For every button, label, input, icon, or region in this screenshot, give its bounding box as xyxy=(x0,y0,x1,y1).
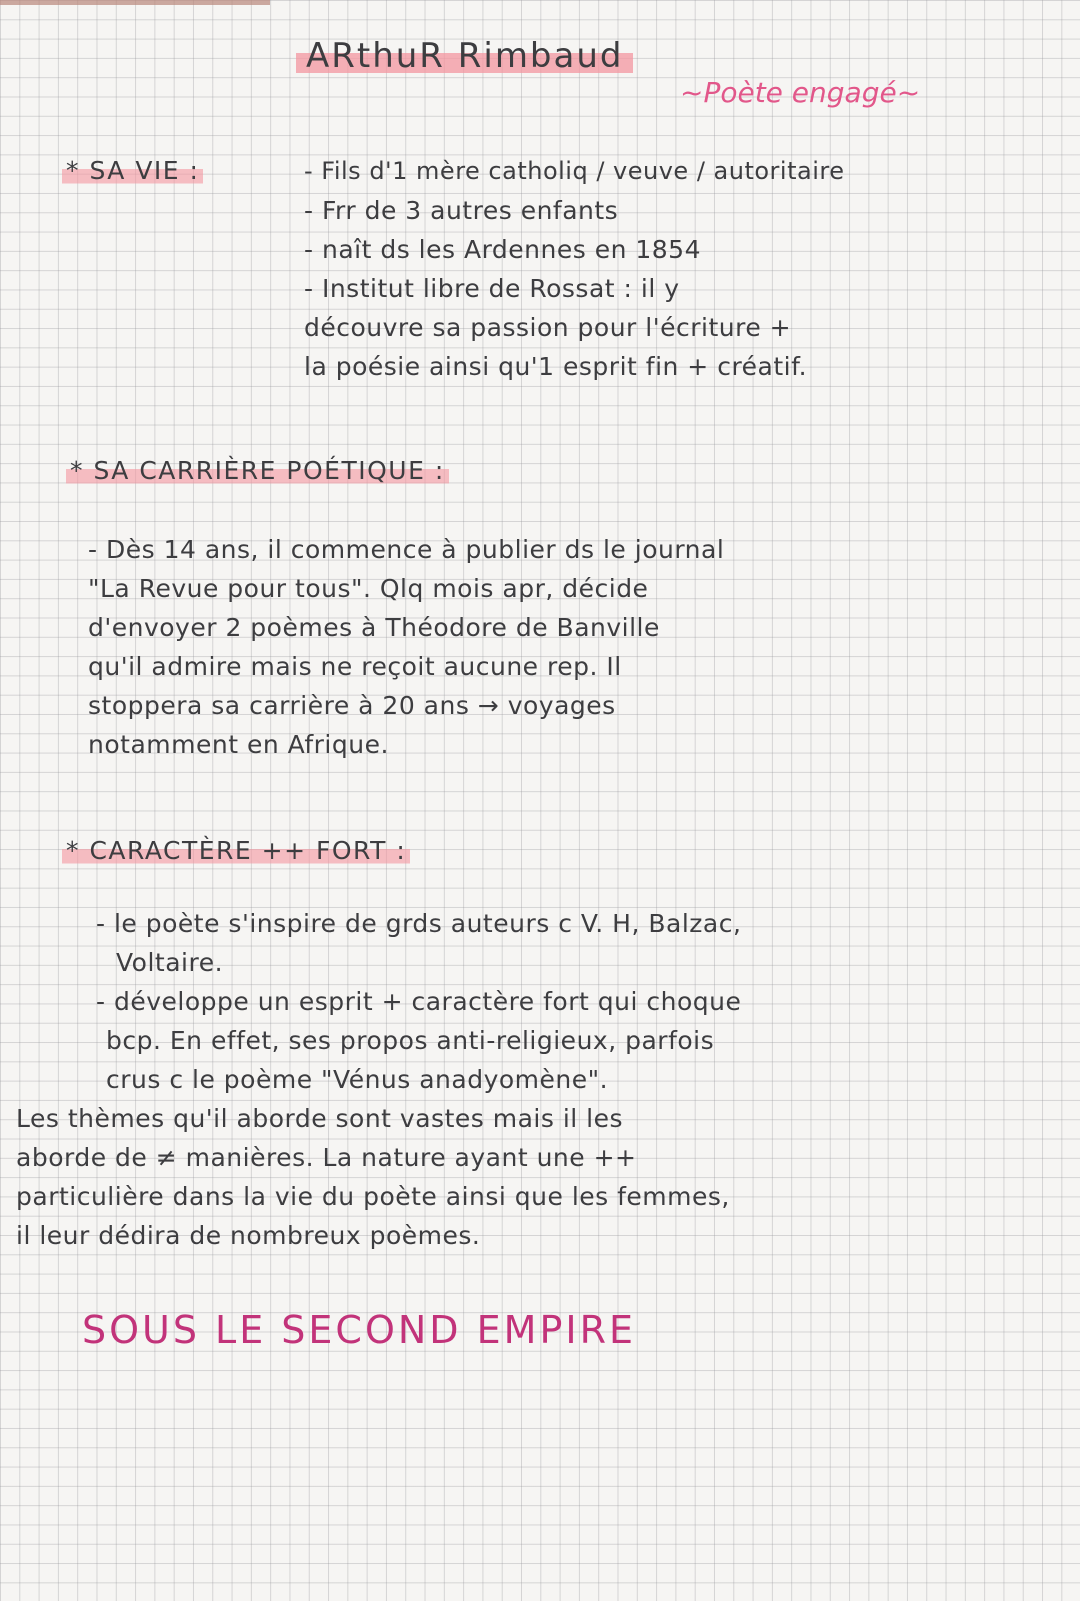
section-carriere-body xyxy=(88,530,724,764)
vie-line-1: - Fils d'1 mère catholiq / veuve / autoritaire xyxy=(304,157,845,185)
subtitle: ~Poète engagé~ xyxy=(680,76,921,109)
carriere-line-2: "La Revue pour tous". Qlq mois apr, décide xyxy=(88,574,649,603)
section-heading-carriere xyxy=(66,456,449,485)
caractere-line-7: aborde de ≠ manières. La nature ayant une ++ xyxy=(16,1143,637,1172)
caractere-line-1: - le poète s'inspire de grds auteurs c V. H, Balzac, xyxy=(96,909,742,938)
caractere-line-5: crus c le poème "Vénus anadyomène". xyxy=(106,1065,609,1094)
section-heading-vie xyxy=(62,156,203,185)
caractere-line-3: - développe un esprit + caractère fort qui choque xyxy=(96,987,742,1016)
paper-edge-band xyxy=(0,0,270,5)
caractere-line-6: Les thèmes qu'il aborde sont vastes mais il les xyxy=(16,1104,624,1133)
title-text: ARthuR Rimbaud xyxy=(296,36,633,76)
carriere-line-1: - Dès 14 ans, il commence à publier ds le journal xyxy=(88,535,725,564)
heading-text: * CARACTÈRE ++ FORT : xyxy=(62,836,410,865)
vie-line-6: la poésie ainsi qu'1 esprit fin + créatif. xyxy=(304,352,808,381)
carriere-line-3: d'envoyer 2 poèmes à Théodore de Banville xyxy=(88,613,660,642)
section-caractere-continued xyxy=(16,1099,730,1255)
caractere-line-2: Voltaire. xyxy=(116,948,224,977)
vie-line-5: découvre sa passion pour l'écriture + xyxy=(304,313,792,342)
section-caractere-body xyxy=(96,904,741,1099)
section-heading-caractere xyxy=(62,836,410,865)
section-vie-body xyxy=(304,152,844,386)
vie-line-3: - naît ds les Ardennes en 1854 xyxy=(304,235,701,264)
heading-text: * SA VIE : xyxy=(62,156,203,185)
carriere-line-5: stoppera sa carrière à 20 ans → voyages xyxy=(88,691,616,720)
footer-heading: SOUS LE SECOND EMPIRE xyxy=(82,1308,636,1352)
caractere-line-9: il leur dédira de nombreux poèmes. xyxy=(16,1221,481,1250)
heading-text: * SA CARRIÈRE POÉTIQUE : xyxy=(66,456,449,485)
carriere-line-6: notamment en Afrique. xyxy=(88,730,389,759)
vie-line-4: - Institut libre de Rossat : il y xyxy=(304,274,680,303)
page-title xyxy=(296,36,633,76)
caractere-line-8: particulière dans la vie du poète ainsi que les femmes, xyxy=(16,1182,730,1211)
carriere-line-4: qu'il admire mais ne reçoit aucune rep. Il xyxy=(88,652,622,681)
vie-line-2: - Frr de 3 autres enfants xyxy=(304,196,619,225)
caractere-line-4: bcp. En effet, ses propos anti-religieux, parfois xyxy=(106,1026,715,1055)
